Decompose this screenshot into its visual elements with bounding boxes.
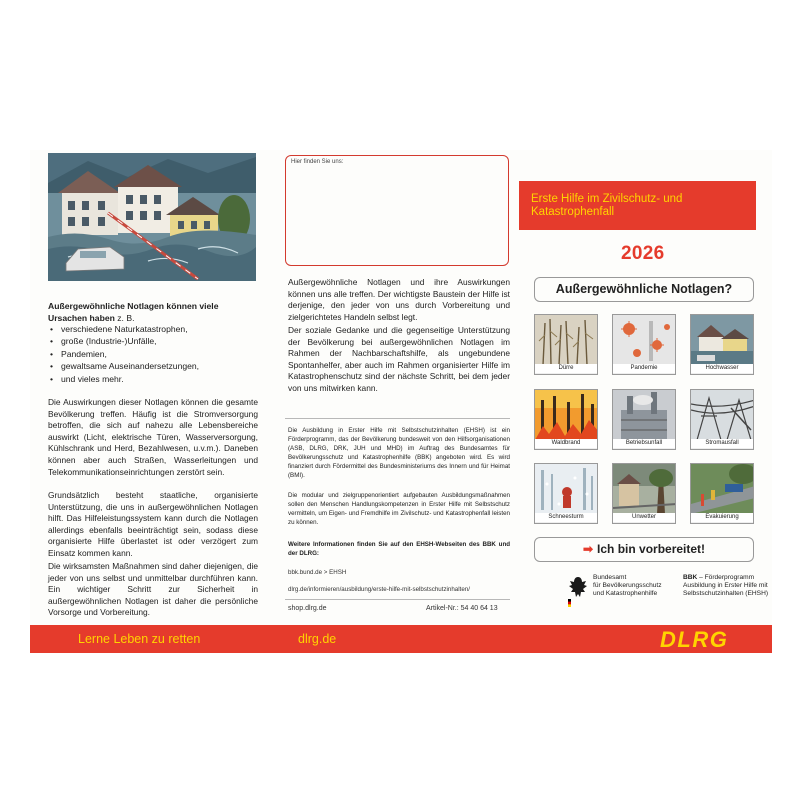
tile-label: Hochwasser bbox=[691, 364, 753, 373]
forest-fire-icon bbox=[535, 390, 598, 440]
evacuation-icon bbox=[691, 464, 754, 514]
lead-bold: Außergewöhnliche Notlagen können viele Ursachen haben bbox=[48, 301, 219, 323]
tile-label: Unwetter bbox=[613, 513, 675, 522]
lead-rest: z. B. bbox=[114, 313, 135, 323]
list-item: • verschiedene Naturkatastrophen, bbox=[48, 323, 258, 335]
cause-list bbox=[48, 323, 258, 385]
lead-sentence bbox=[48, 300, 258, 324]
tile-label: Stromausfall bbox=[691, 439, 753, 448]
arrow-right-icon: ➡ bbox=[582, 542, 594, 556]
tile-betriebsunfall bbox=[612, 389, 676, 450]
tile-unwetter bbox=[612, 463, 676, 524]
tile-schneesturm bbox=[534, 463, 598, 524]
question-box: Außergewöhnliche Notlagen? bbox=[534, 277, 754, 302]
title-line-2: Katastrophenfall bbox=[531, 206, 615, 218]
list-item: • gewaltsame Auseinandersetzungen, bbox=[48, 360, 258, 372]
divider bbox=[285, 418, 510, 419]
ready-box bbox=[534, 537, 754, 562]
bbk-program: BBK – Förderprogramm Ausbildung in Erster Hilfe mit Selbstschutzinhalten (EHSH) bbox=[683, 574, 769, 597]
tile-hochwasser bbox=[690, 314, 754, 375]
tile-pandemie bbox=[612, 314, 676, 375]
left-paragraph-3: Die wirksamsten Maßnahmen sind daher diejenigen, die jeder von uns selbst und unmittelbar durchführen kann. Ein wichtiger Schritt zur Sicherheit in außergewöhnlichen Notlagen ist daher die persönliche Vorsorge und Vorbereitung. bbox=[48, 561, 258, 618]
federal-eagle-logo-icon bbox=[567, 573, 589, 607]
left-paragraph-1: Die Auswirkungen dieser Notlagen können die gesamte Bevölkerung treffen. Häufig ist die Stromversorgung betroffen, die sich auf nahezu alle Lebensbereiche auswirkt (Licht, elektrische Türen, Wasserversorgung, Kühlschrank und Herd, Bezahlwesen, u.v.m.). Daneben können aber auch Straßen, Wasserleitungen und Telekommunikationseinrichtungen zerstört sein. bbox=[48, 397, 258, 477]
storm-icon bbox=[613, 464, 676, 514]
flood-icon bbox=[691, 315, 754, 365]
flood-illustration bbox=[48, 153, 256, 281]
shop-link[interactable]: shop.dlrg.de bbox=[288, 605, 327, 612]
tile-label: Evakuierung bbox=[691, 513, 753, 522]
year: 2026 bbox=[621, 243, 665, 264]
list-item: • und vieles mehr. bbox=[48, 373, 258, 385]
bbk-name: Bundesamt für Bevölkerungsschutz und Katastrophenhilfe bbox=[593, 574, 662, 597]
flood-scene-icon bbox=[48, 153, 256, 281]
dlrg-logo: DLRG bbox=[660, 627, 729, 652]
title-line-1: Erste Hilfe im Zivilschutz- und bbox=[531, 193, 683, 205]
address-label: Hier finden Sie uns: bbox=[291, 159, 344, 165]
middle-paragraph-2: Der soziale Gedanke und die gegenseitige Unterstützung der Bevölkerung bei außergewöhnlichen Notlagen im Rahmen der Nachbarschaftshilfe, als ungebundene Spontanhelfer, aber auch im Rahmen organisierter Hilfe im Katastrophenschutz sind der nächste Schritt, bei dem jeder von uns mitwirken kann. bbox=[288, 325, 510, 393]
tile-stromausfall bbox=[690, 389, 754, 450]
tile-label: Pandemie bbox=[613, 364, 675, 373]
middle-paragraph-1: Außergewöhnliche Notlagen und ihre Auswirkungen können uns alle treffen. Der wichtigste Baustein der Hilfe ist derjenige, den jeder von uns durch Vorbereitung und zielgerichtetes Handeln selbst legt. bbox=[288, 277, 510, 322]
title-box bbox=[519, 181, 756, 230]
footer-site[interactable]: dlrg.de bbox=[298, 632, 337, 646]
drought-icon bbox=[535, 315, 598, 365]
divider bbox=[285, 599, 510, 600]
middle-paragraph-4: Die modular und zielgruppenorientiert aufgebauten Ausbildungsmaßnahmen sollen den Menschen Handlungskompetenzen in Erster Hilfe mit Selbstschutz vermitteln, um Eigen- und Fremdhilfe im Zivilschutz- und Katastrophenfall leisten zu können. bbox=[288, 492, 510, 526]
left-paragraph-2: Grundsätzlich besteht staatliche, organisierte Unterstützung, die uns in außergewöhnlichen Notlagen hilft. Das Hilfeleistungssystem kann durch die Notlagen allerdings ebenfalls beeinträchtigt sein, sodass diese organisierte Hilfe überlastet ist oder verzögert zum Einsatz kommen kann. bbox=[48, 490, 258, 558]
tile-label: Schneesturm bbox=[535, 513, 597, 522]
article-number: Artikel-Nr.: 54 40 64 13 bbox=[426, 605, 498, 612]
middle-paragraph-3: Die Ausbildung in Erster Hilfe mit Selbstschutzinhalten (EHSH) ist ein Förderprogramm, das der Bevölkerung bundesweit von den Hilfsorganisationen (ASB, DLRG, DRK, JUH und MHD) im Auftrag des Bundesamtes für Bevölkerungsschutz und Katastrophenhilfe (BBK) angeboten wird. Es wird finanziert durch Fördermittel des Bundesministeriums des Innern und für Heimat (BMI). bbox=[288, 427, 510, 479]
industrial-accident-icon bbox=[613, 390, 676, 440]
list-item: • Pandemien, bbox=[48, 348, 258, 360]
ready-text: Ich bin vorbereitet! bbox=[597, 542, 706, 556]
list-item: • große (Industrie-)Unfälle, bbox=[48, 335, 258, 347]
tile-duerre bbox=[534, 314, 598, 375]
blizzard-icon bbox=[535, 464, 598, 514]
dlrg-link[interactable]: dlrg.de/informieren/ausbildung/erste-hilfe-mit-selbstschutzinhalten/ bbox=[288, 586, 470, 593]
tile-label: Dürre bbox=[535, 364, 597, 373]
info-heading: Weitere Informationen finden Sie auf den EHSH-Webseiten des BBK und der DLRG: bbox=[288, 541, 510, 557]
footer-slogan: Lerne Leben zu retten bbox=[78, 632, 201, 646]
address-box bbox=[285, 155, 509, 266]
tile-evakuierung bbox=[690, 463, 754, 524]
tile-label: Waldbrand bbox=[535, 439, 597, 448]
virus-icon bbox=[613, 315, 676, 365]
tile-label: Betriebsunfall bbox=[613, 439, 675, 448]
bbk-link[interactable]: bbk.bund.de > EHSH bbox=[288, 569, 347, 576]
power-outage-icon bbox=[691, 390, 754, 440]
tile-waldbrand bbox=[534, 389, 598, 450]
